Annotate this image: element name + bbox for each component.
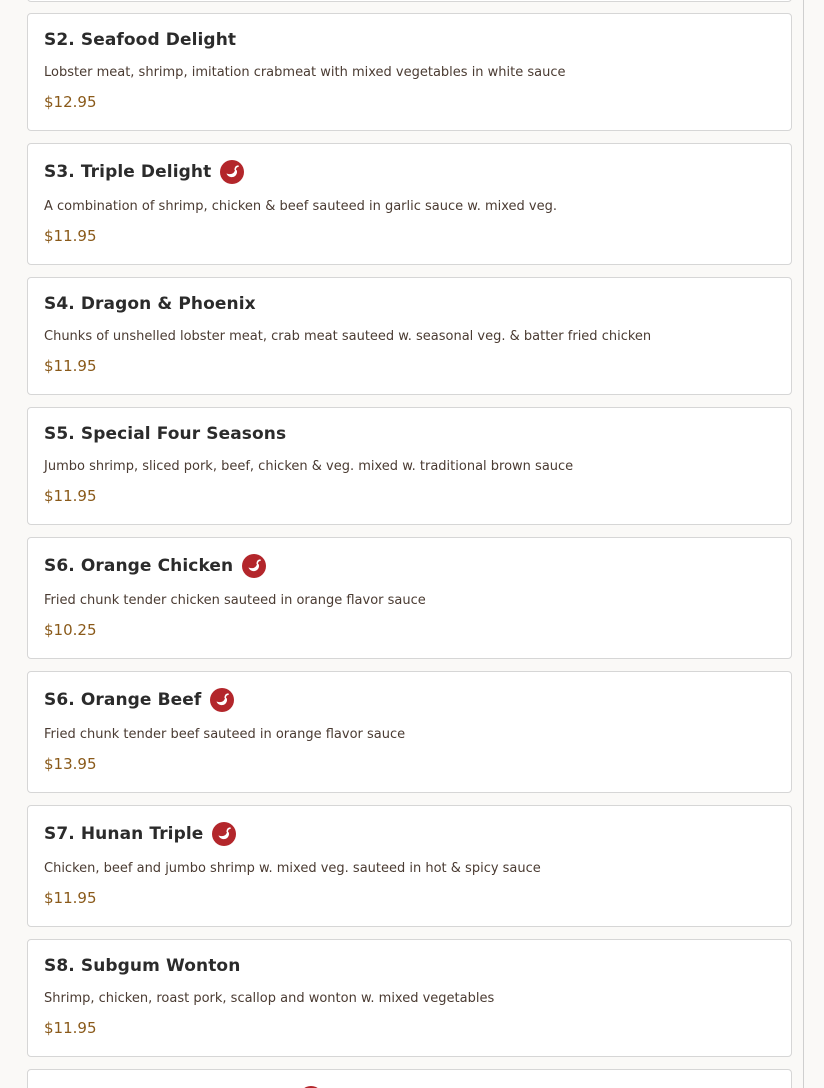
menu-item-name: S3. Triple Delight — [44, 162, 212, 182]
menu-item-name: S5. Special Four Seasons — [44, 424, 287, 444]
menu-item-card[interactable] — [27, 277, 792, 395]
chili-pepper-icon — [220, 160, 244, 184]
menu-item-title — [44, 688, 234, 712]
menu-item-title — [44, 294, 256, 314]
menu-item-name: S7. Hunan Triple — [44, 824, 204, 844]
chili-pepper-icon — [210, 688, 234, 712]
menu-item-price: $10.25 — [44, 621, 97, 639]
menu-item-card[interactable] — [27, 805, 792, 927]
menu-item-card[interactable] — [27, 143, 792, 265]
menu-item-price: $11.95 — [44, 889, 97, 907]
menu-item-name: S6. Orange Beef — [44, 690, 202, 710]
menu-item-title — [44, 160, 244, 184]
menu-item-title — [44, 554, 266, 578]
menu-item-card[interactable] — [27, 939, 792, 1057]
menu-item-description: Jumbo shrimp, sliced pork, beef, chicken & veg. mixed w. traditional brown sauce — [44, 459, 574, 474]
menu-item-price: $11.95 — [44, 487, 97, 505]
menu-item-name: S4. Dragon & Phoenix — [44, 294, 256, 314]
menu-item-description: Shrimp, chicken, roast pork, scallop and wonton w. mixed vegetables — [44, 991, 495, 1006]
menu-item-title — [44, 424, 286, 444]
menu-item-card[interactable] — [27, 671, 792, 793]
menu-item-name: S2. Seafood Delight — [44, 30, 237, 50]
menu-item-price: $12.95 — [44, 93, 97, 111]
menu-item-description: Chunks of unshelled lobster meat, crab meat sauteed w. seasonal veg. & batter fried chicken — [44, 329, 652, 344]
chili-pepper-icon — [242, 554, 266, 578]
menu-item-description: Fried chunk tender beef sauteed in orange flavor sauce — [44, 727, 406, 742]
menu-item-title — [44, 956, 240, 976]
menu-item-card[interactable] — [27, 407, 792, 525]
chili-pepper-icon — [212, 822, 236, 846]
menu-item-price: $11.95 — [44, 227, 97, 245]
menu-item-price: $11.95 — [44, 1019, 97, 1037]
menu-item-card[interactable] — [27, 13, 792, 131]
menu-item-name: S6. Orange Chicken — [44, 556, 234, 576]
menu-item-price: $11.95 — [44, 357, 97, 375]
menu-item-title — [44, 30, 236, 50]
menu-item-title — [44, 822, 236, 846]
menu-item-card[interactable] — [27, 0, 792, 2]
menu-item-description: Fried chunk tender chicken sauteed in orange flavor sauce — [44, 593, 426, 608]
menu-item-description: Chicken, beef and jumbo shrimp w. mixed veg. sauteed in hot & spicy sauce — [44, 861, 541, 876]
menu-item-price: $13.95 — [44, 755, 97, 773]
menu-item-card[interactable] — [27, 537, 792, 659]
menu-item-description: A combination of shrimp, chicken & beef sauteed in garlic sauce w. mixed veg. — [44, 199, 558, 214]
menu-item-card[interactable] — [27, 1069, 792, 1088]
menu-item-name: S8. Subgum Wonton — [44, 956, 241, 976]
scroll-container-edge — [803, 0, 804, 1088]
menu-item-description: Lobster meat, shrimp, imitation crabmeat with mixed vegetables in white sauce — [44, 65, 566, 80]
